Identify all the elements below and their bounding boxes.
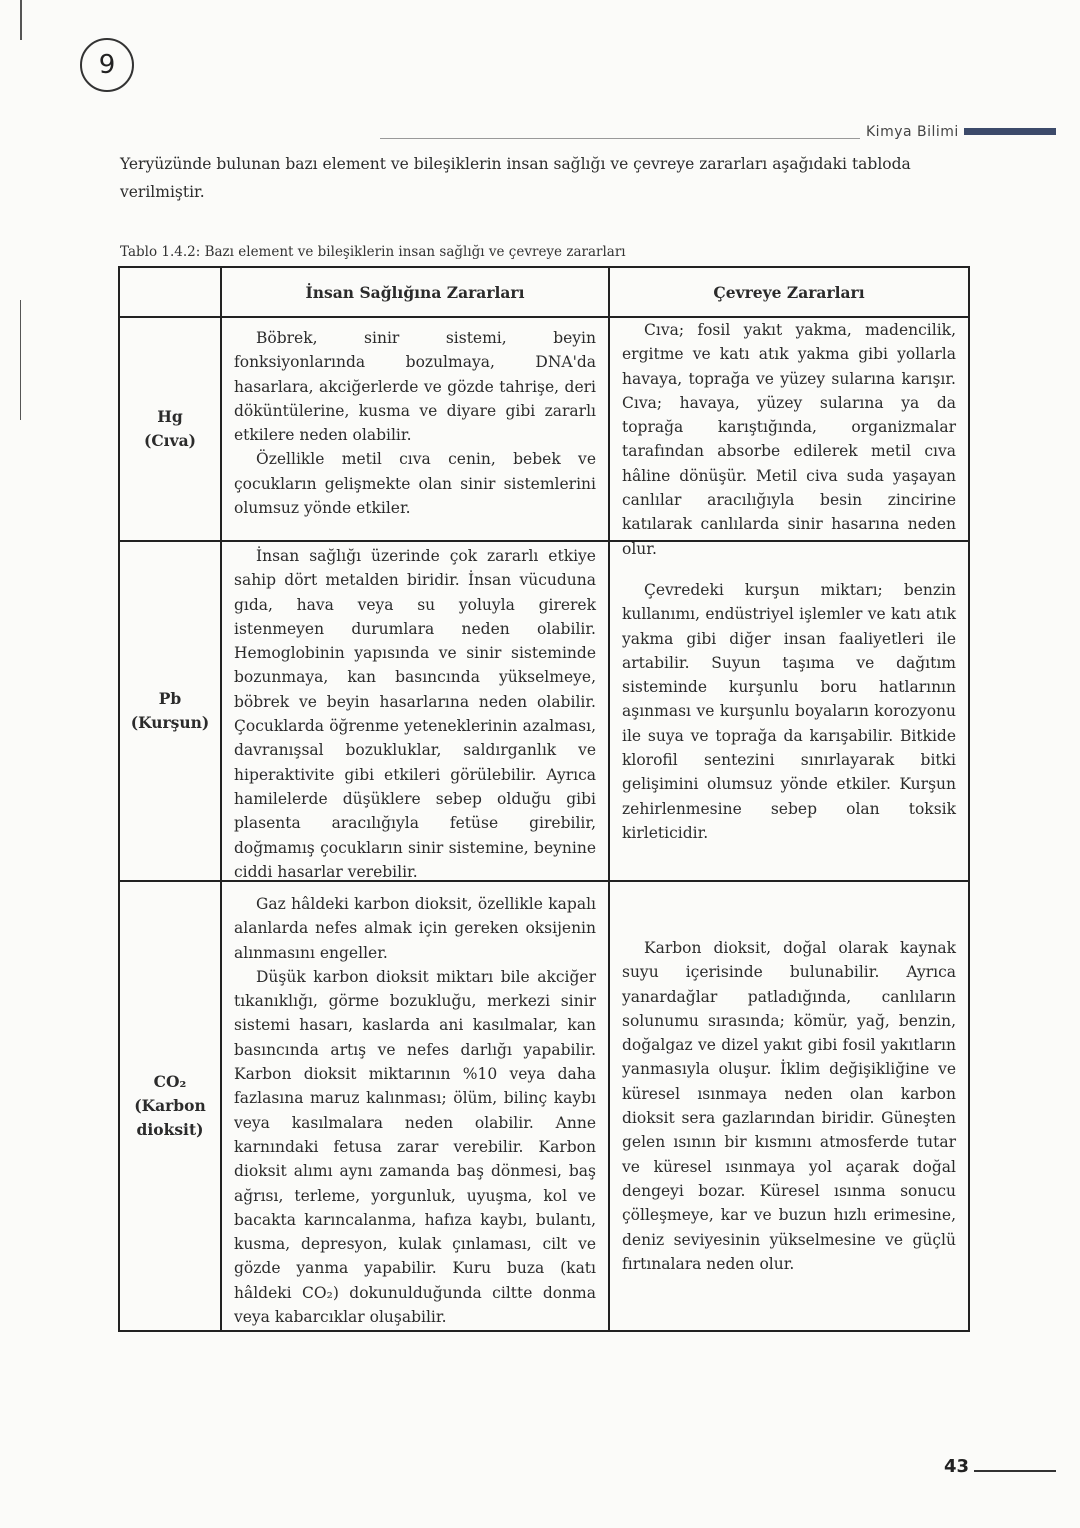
environment-cell-hg (610, 318, 968, 561)
health-text: Özellikle metil cıva cenin, bebek ve çocukların gelişmekte olan sinir sistemlerini olumsuz yönde etkiler. (234, 450, 596, 518)
header-health: İnsan Sağlığına Zararları (305, 282, 525, 302)
header-accent-bar (964, 128, 1056, 135)
row-label-pb (120, 542, 220, 880)
header-rule (380, 138, 860, 139)
environment-text: Çevredeki kurşun miktarı; benzin kullanımı, endüstriyel işlemler ve katı atık yakma gibi diğer insan faaliyetleri ile artabilir. Suyun taşıma ve dağıtım sisteminde kurşunlu boru hatlarının aşınması ve kurşunlu boyaların korozyonu ile suya ve toprağa da karışabilir. Bitkide klorofil sentezini sınırlayarak bitki gelişimini olumsuz yönde etkiler. Kurşun zehirlenmesine sebep olan toksik kirleticidir. (622, 581, 956, 842)
element-name: (Kurşun) (130, 713, 210, 732)
harm-table (118, 266, 970, 1332)
margin-mark (20, 0, 22, 40)
health-text: Böbrek, sinir sistemi, beyin fonksiyonlarında bozulmaya, DNA'da hasarlara, akciğerlerde ve gözde tahrişe, deri döküntülerine, kusma ve diyare gibi zararlı etkilere neden olabilir. (234, 329, 596, 445)
header-empty-cell (120, 268, 220, 316)
health-text: İnsan sağlığı üzerinde çok zararlı etkiye sahip dört metalden biridir. İnsan vücuduna gıda, hava veya su yoluyla girerek istenmeyen durumlara neden olabilir. Hemoglobinin yapısında ve sinir sisteminde bozunmaya, kan basıncında yükselmeye, böbrek ve beyin hasarlarına neden olabilir. Çocuklarda öğrenme yeteneklerinin azalması, davranışsal bozukluklar, saldırganlık ve hiperaktivite gibi etkileri görülebilir. Ayrıca hamilelerde düşüklere sebep olduğu gibi plasenta aracılığıyla fetüse girebilir, doğmamış çocukların sinir sistemine, beynine ciddi hasarlar verebilir. (234, 547, 596, 881)
element-symbol: Hg (157, 407, 183, 426)
margin-mark (20, 300, 21, 420)
intro-paragraph: Yeryüzünde bulunan bazı element ve bileşiklerin insan sağlığı ve çevreye zararları aşağıdaki tabloda verilmiştir. (120, 155, 911, 201)
health-cell-pb (222, 544, 608, 884)
health-text: Düşük karbon dioksit miktarı bile akciğer tıkanıklığı, görme bozukluğu, merkezi sinir sistemi hasarı, kaslarda ani kasılmalar, kan basıncında artış ve nefes darlığı yapabilir. Karbon dioksit miktarının %10 veya daha fazlasına maruz kalınması; ölüm, bilinç kaybı veya kasılmalara neden olabilir. Anne karnındaki fetusa zarar verebilir. Karbon dioksit alımı aynı zamanda baş dönmesi, baş ağrısı, terleme, yorgunluk, uyuşma, kol ve bacakta karıncalanma, hafıza kaybı, bulantı, kusma, depresyon, kulak çınlaması, cilt ve gözde yanma yapabilir. Kuru buza (katı hâldeki CO₂) dokunulduğunda ciltte donma veya kabarcıklar oluşabilir. (234, 967, 596, 1327)
row-label-hg (120, 318, 220, 540)
health-cell-hg (222, 326, 608, 520)
row-label-co2 (120, 882, 220, 1330)
environment-cell-co2 (610, 936, 968, 1276)
page-number-rule (974, 1470, 1056, 1472)
element-name: dioksit) (136, 1120, 204, 1139)
table-caption: Tablo 1.4.2: Bazı element ve bileşiklerin insan sağlığı ve çevreye zararları (120, 244, 626, 260)
section-title: Kimya Bilimi (866, 124, 959, 140)
environment-text: Karbon dioksit, doğal olarak kaynak suyu içerisinde bulunabilir. Ayrıca yanardağlar patladığında, canlıların solunumu sırasında; kömür, yağ, benzin, doğalgaz ve dizel yakıt gibi fosil yakıtların yanmasıyla oluşur. İklim değişikliğine ve küresel ısınmaya neden olan karbon dioksit sera gazlarından biridir. Güneşten gelen ısının bir kısmını atmosferde tutar ve küresel ısınmaya yol açarak doğal dengeyi bozar. Küresel ısınma sonucu çölleşmeye, kar ve buzun hızlı erimesine, deniz seviyesinin yükselmesine ve güçlü fırtınalara neden olur. (622, 939, 956, 1273)
environment-cell-pb (610, 578, 968, 845)
element-symbol: CO₂ (153, 1072, 187, 1091)
element-name: (Karbon (134, 1096, 206, 1115)
page-number: 43 (944, 1456, 970, 1477)
element-symbol: Pb (158, 689, 182, 708)
health-cell-co2 (222, 892, 608, 1329)
health-text: Gaz hâldeki karbon dioksit, özellikle kapalı alanlarda nefes almak için gereken oksijenin alınmasını engeller. (234, 895, 596, 962)
header-environment: Çevreye Zararları (713, 282, 865, 302)
element-name: (Cıva) (144, 431, 196, 450)
environment-text: Cıva; fosil yakıt yakma, madencilik, ergitme ve katı atık yakma gibi yollarla havaya, toprağa ve yüzey sularına karışır. Cıva; havaya, yüzey sularına ya da toprağa karıştığında, organizmalar tarafından absorbe edilerek metil cıva hâline dönüşür. Metil civa suda yaşayan canlılar aracılığıyla besin zincirine katılarak canlılarda sinir hasarına neden olur. (622, 321, 956, 558)
handwritten-number-text: 9 (98, 50, 116, 80)
handwritten-page-number (80, 38, 134, 92)
